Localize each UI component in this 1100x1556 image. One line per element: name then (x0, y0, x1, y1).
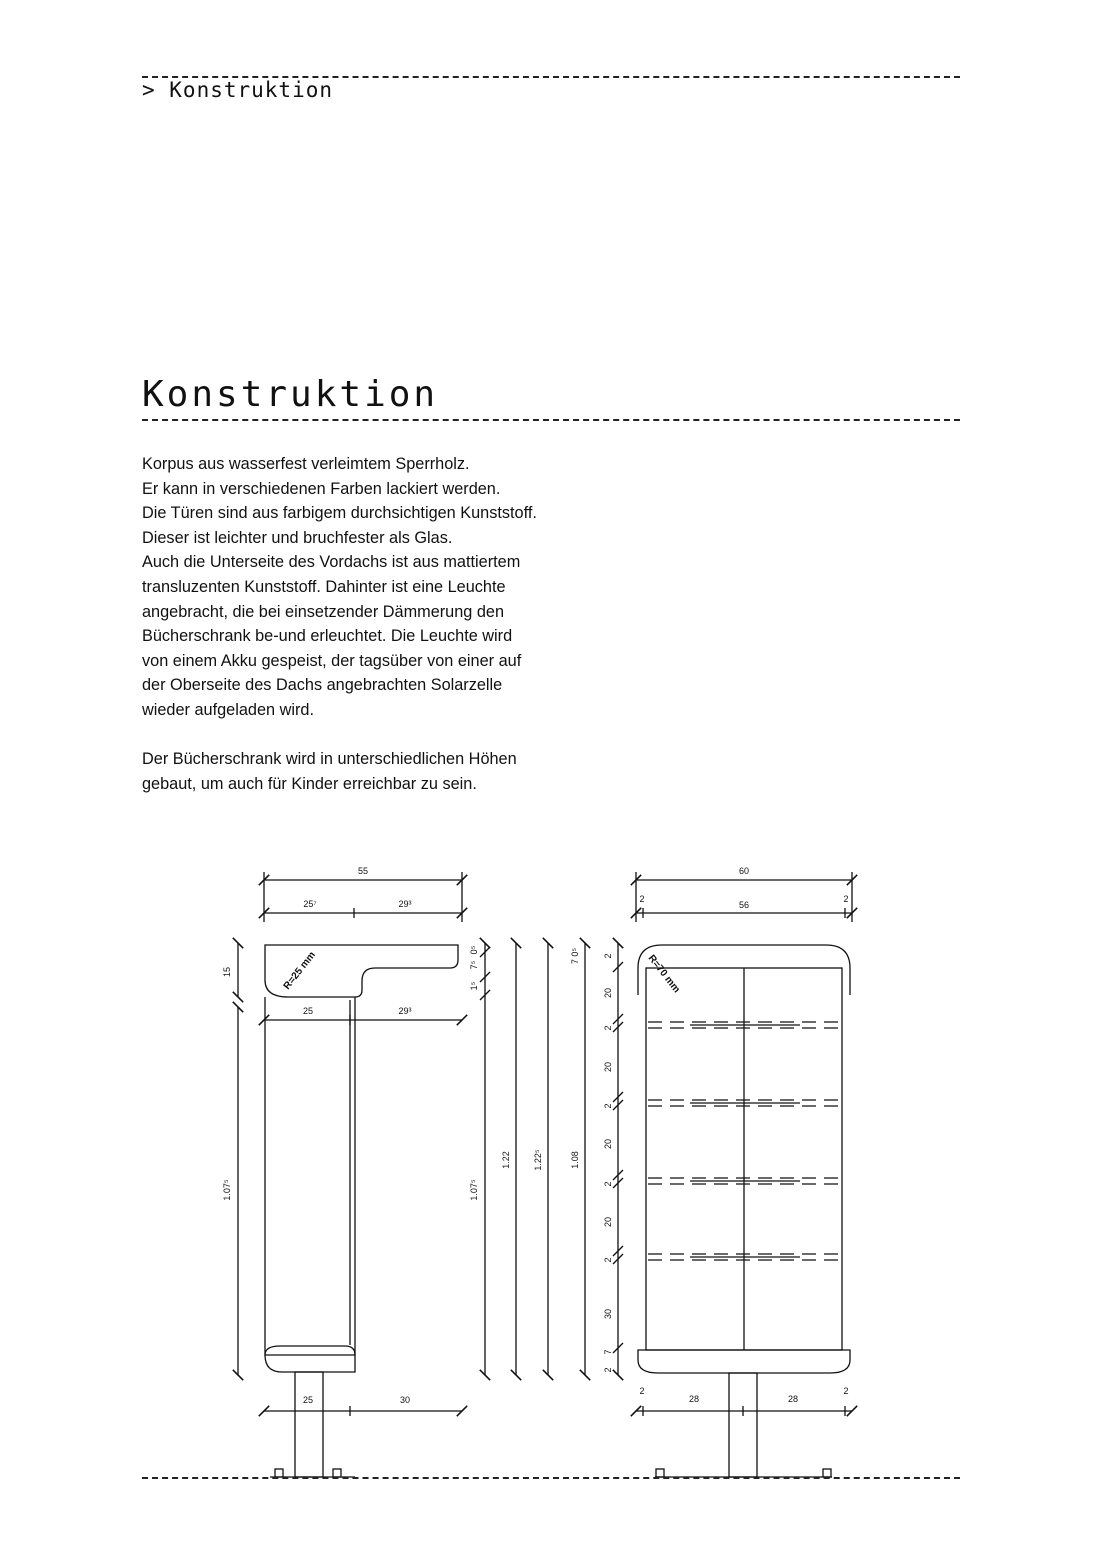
label-front-bottom-left: 2 (639, 1386, 645, 1396)
front-view-labels (570, 866, 849, 1404)
label-side-mid-right: 29³ (398, 1006, 412, 1016)
front-base (638, 1350, 850, 1373)
label-side-small-mid2: 1⁵ (469, 981, 479, 991)
label-front-seg-4: 2 (603, 1103, 613, 1109)
technical-drawing (200, 850, 900, 1490)
label-side-height-1225: 1.22⁵ (533, 1149, 543, 1171)
title-divider (142, 419, 960, 421)
label-side-small-mid1: 7⁵ (469, 960, 479, 970)
front-view (585, 872, 852, 1477)
label-front-seg-6: 2 (603, 1181, 613, 1187)
body-text (142, 452, 542, 796)
label-front-seg-5: 20 (603, 1138, 613, 1150)
label-front-seg-10: 7 (603, 1349, 613, 1355)
label-side-left-height: 1.07⁵ (222, 1179, 232, 1201)
label-front-bottom-mid2: 28 (787, 1394, 799, 1404)
post (295, 1372, 323, 1477)
anchor-bolt (823, 1469, 831, 1477)
label-front-seg-7: 20 (603, 1216, 613, 1228)
anchor-bolt (333, 1469, 341, 1477)
label-side-mid-left: 25 (302, 1006, 314, 1016)
label-front-seg-2: 2 (603, 1025, 613, 1031)
label-front-total-height: 1.08 (570, 1151, 580, 1169)
anchor-bolt (656, 1469, 664, 1477)
page-title: Konstruktion (142, 374, 439, 415)
side-view (238, 872, 548, 1477)
label-side-bottom-left: 25 (302, 1395, 314, 1405)
label-front-top-mid: 56 (738, 900, 750, 910)
label-side-roof-height: 15 (222, 966, 232, 978)
label-front-seg-3: 20 (603, 1061, 613, 1073)
label-side-top-total: 55 (357, 866, 369, 876)
front-post (729, 1373, 757, 1477)
breadcrumb: > Konstruktion (142, 78, 334, 102)
cabinet-base (265, 1346, 355, 1355)
label-side-top-right: 29³ (398, 899, 412, 909)
label-side-top-left: 25⁷ (303, 899, 317, 909)
label-side-radius: R=25 mm (281, 949, 318, 992)
label-front-seg-1: 20 (603, 987, 613, 999)
label-front-top-total: 60 (738, 866, 750, 876)
paragraph-construction: Korpus aus wasserfest verleimtem Sperrholz. Er kann in verschiedenen Farben lackiert werden. Die Türen sind aus farbigem durchsichtigen Kunststoff. Dieser ist leichter und bruchfester als Glas. Auch die Unterseite des Vordachs ist aus mattiertem transluzenten Kunststoff. Dahinter ist eine Leuchte angebracht, die bei einsetzender Dämmerung den Bücherschrank be-und erleuchtet. Die Leuchte wird von einem Akku gespeist, der tagsüber von einer auf der Oberseite des Dachs angebrachten Solarzelle wieder aufgeladen wird. (142, 455, 537, 719)
label-side-small-top: 0⁵ (469, 945, 479, 955)
label-front-bottom-mid1: 28 (688, 1394, 700, 1404)
paragraph-heights: Der Bücherschrank wird in unterschiedlichen Höhen gebaut, um auch für Kinder erreichbar zu sein. (142, 750, 517, 793)
side-view-labels (222, 866, 543, 1405)
footer-divider (142, 1477, 960, 1479)
cabinet-body (265, 997, 355, 1372)
label-side-bottom-right: 30 (399, 1395, 411, 1405)
label-front-top-small: 7 0⁵ (570, 947, 580, 965)
label-front-top-left: 2 (639, 894, 645, 904)
label-front-top-right: 2 (843, 894, 849, 904)
label-front-radius: R=70 mm (645, 953, 682, 996)
label-side-right-height: 1.07⁵ (469, 1179, 479, 1201)
label-front-seg-8: 2 (603, 1257, 613, 1263)
label-front-bottom-right: 2 (843, 1386, 849, 1396)
label-front-seg-0: 2 (603, 953, 613, 959)
anchor-bolt (275, 1469, 283, 1477)
label-front-seg-9: 30 (603, 1308, 613, 1320)
label-side-height-122: 1.22 (501, 1151, 511, 1169)
label-front-seg-11: 2 (603, 1367, 613, 1373)
